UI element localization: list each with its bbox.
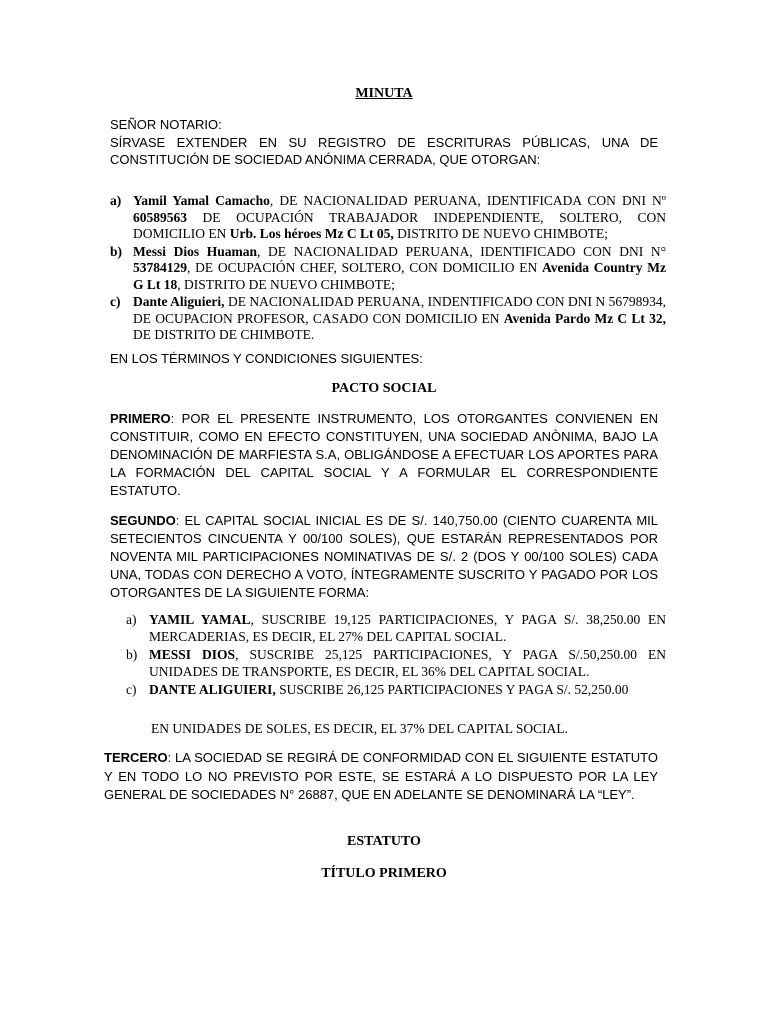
party-item: c) Dante Aliguieri, DE NACIONALIDAD PERUANA, INDENTIFICADO CON DNI N 56798934, DE OCUPACION PROFESOR, CASADO CON DOMICILIO EN Avenida Pardo Mz C Lt 32, DE DISTRITO DE CHIMBOTE. <box>110 294 666 342</box>
subscription-marker: a) <box>126 612 137 627</box>
clause-text: : EL CAPITAL SOCIAL INICIAL ES DE S/. 140,750.00 (CIENTO CUARENTA MIL SETECIENTOS CINCUENTA Y 00/100 SOLES), QUE ESTARÁN REPRESENTADOS POR NOVENTA MIL PARTICIPACIONES NOMINATIVAS DE S/. 2 (DOS Y 00/100 SOLES) CADA UNA, TODAS CON DERECHO A VOTO, ÍNTEGRAMENTE SUSCRITO Y PAGADO POR LOS OTORGANTES DE LA SIGUIENTE FORMA: <box>110 513 658 600</box>
party-name: Yamil Yamal Camacho <box>133 193 270 208</box>
party-item: b) Messi Dios Huaman, DE NACIONALIDAD PERUANA, IDENTIFICADO CON DNI N° 53784129, DE OCUPACIÓN CHEF, SOLTERO, CON DOMICILIO EN Avenida Country Mz G Lt 18, DISTRITO DE NUEVO CHIMBOTE; <box>110 243 666 292</box>
clause-text: : LA SOCIEDAD SE REGIRÁ DE CONFORMIDAD CON EL SIGUIENTE ESTATUTO Y EN TODO LO NO PREVISTO POR ESTE, SE ESTARÁ A LO DISPUESTO POR LA LEY GENERAL DE SOCIEDADES N° 26887, QUE EN ADELANTE SE DENOMINARÁ LA “LEY”. <box>104 750 658 802</box>
clause-label: TERCERO <box>104 750 168 765</box>
subscription-continuation: EN UNIDADES DE SOLES, ES DECIR, EL 37% DEL CAPITAL SOCIAL. <box>151 721 569 736</box>
party-item: a) Yamil Yamal Camacho, DE NACIONALIDAD PERUANA, IDENTIFICADA CON DNI Nº 60589563 DE OCUPACIÓN TRABAJADOR INDEPENDIENTE, SOLTERO, CON DOMICILIO EN Urb. Los héroes Mz C Lt 05, DISTRITO DE NUEVO CHIMBOTE; <box>110 193 666 241</box>
subscription-item: a) YAMIL YAMAL, SUSCRIBE 19,125 PARTICIPACIONES, Y PAGA S/. 38,250.00 EN MERCADERIAS, ES DECIR, EL 27% DEL CAPITAL SOCIAL. <box>126 612 666 644</box>
clause-segundo <box>110 512 658 602</box>
party-dni: 60589563 <box>133 209 187 225</box>
party-marker: b) <box>110 243 123 259</box>
party-name: Dante Aliguieri, <box>133 294 225 309</box>
subscription-marker: b) <box>126 647 138 662</box>
subscription-item: b) MESSI DIOS, SUSCRIBE 25,125 PARTICIPACIONES, Y PAGA S/.50,250.00 EN UNIDADES DE TRANSPORTE, ES DECIR, EL 36% DEL CAPITAL SOCIAL. <box>126 647 666 679</box>
section-heading-pacto-social: PACTO SOCIAL <box>331 381 437 396</box>
party-marker: a) <box>110 193 122 208</box>
parties-list <box>110 193 666 345</box>
subscription-marker: c) <box>126 682 137 697</box>
clause-primero <box>110 410 658 500</box>
document-title: MINUTA <box>355 86 413 101</box>
subscription-item: c) DANTE ALIGUIERI, SUSCRIBE 26,125 PARTICIPACIONES Y PAGA S/. 52,250.00 <box>126 682 629 697</box>
intro-salutation: SEÑOR NOTARIO: <box>110 117 222 132</box>
section-heading-estatuto: ESTATUTO <box>347 834 421 849</box>
party-address: Urb. Los héroes Mz C Lt 05, <box>229 226 394 241</box>
subscriptions-list <box>126 612 666 701</box>
clause-label: PRIMERO <box>110 411 171 426</box>
party-name: Messi Dios Huaman <box>133 243 258 259</box>
intro-request: SÍRVASE EXTENDER EN SU REGISTRO DE ESCRITURAS PÚBLICAS, UNA DE CONSTITUCIÓN DE SOCIEDAD ANÓNIMA CERRADA, QUE OTORGAN: <box>110 134 658 167</box>
party-dni: 53784129 <box>133 260 187 275</box>
terms-intro: EN LOS TÉRMINOS Y CONDICIONES SIGUIENTES: <box>110 351 423 366</box>
subscriber-name: DANTE ALIGUIERI, <box>149 682 276 697</box>
party-marker: c) <box>110 294 121 309</box>
clause-label: SEGUNDO <box>110 513 176 528</box>
party-address: Avenida Country Mz G Lt 18 <box>133 260 666 292</box>
subscriber-name: YAMIL YAMAL <box>149 612 251 627</box>
party-address: Avenida Pardo Mz C Lt 32, <box>503 310 666 326</box>
clause-tercero <box>104 749 658 805</box>
section-heading-titulo-primero: TÍTULO PRIMERO <box>321 866 447 881</box>
subscriber-name: MESSI DIOS <box>149 647 236 662</box>
clause-text: : POR EL PRESENTE INSTRUMENTO, LOS OTORGANTES CONVIENEN EN CONSTITUIR, COMO EN EFECTO CONSTITUYEN, UNA SOCIEDAD ANÒNIMA, BAJO LA DENOMINACIÓN DE MARFIESTA S.A, OBLIGÁNDOSE A EFECTUAR LOS APORTES PARA LA FORMACIÓN DEL CAPITAL SOCIAL Y A FORMULAR EL CORRESPONDIENTE ESTATUTO. <box>110 411 658 498</box>
intro-paragraph <box>110 116 658 169</box>
